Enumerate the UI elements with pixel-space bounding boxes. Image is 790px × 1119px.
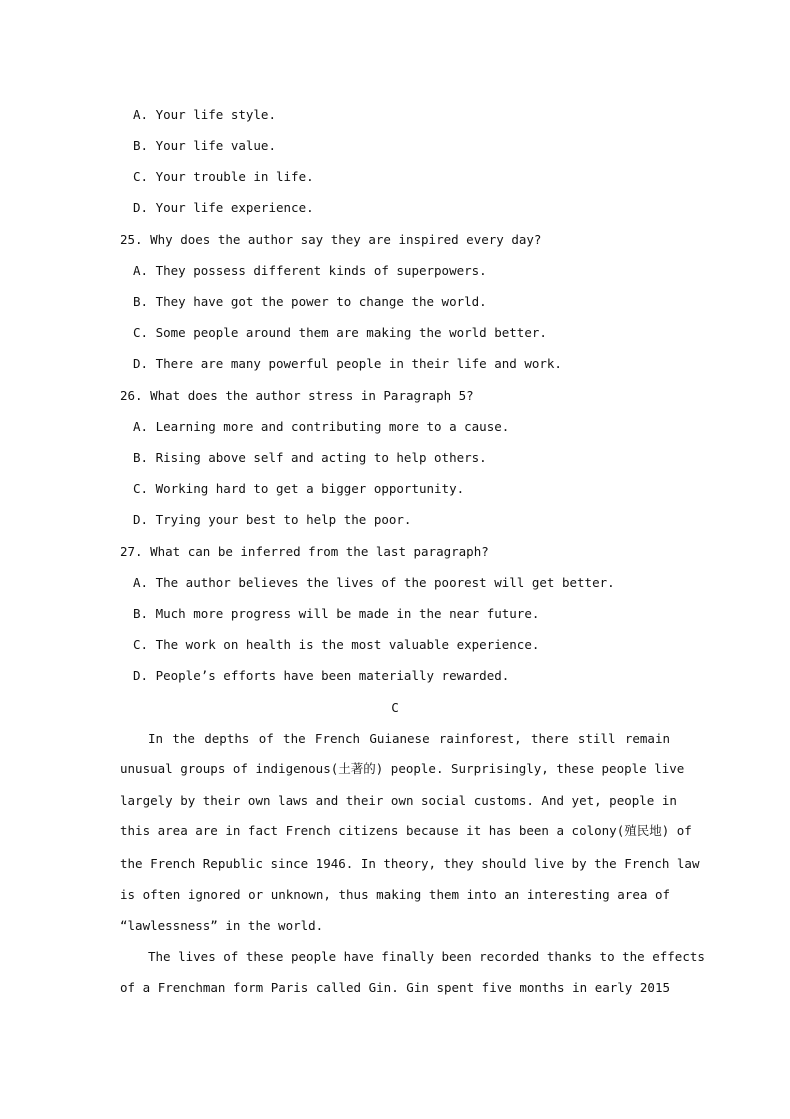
passage-line: is often ignored or unknown, thus making them into an interesting area of	[120, 887, 670, 902]
passage-line: the French Republic since 1946. In theory, they should live by the French law	[120, 856, 700, 871]
q26-option-c: C. Working hard to get a bigger opportunity.	[133, 481, 465, 496]
q25-question: 25. Why does the author say they are inspired every day?	[120, 232, 542, 247]
q24-option-a: A. Your life style.	[133, 107, 276, 122]
passage-line: The lives of these people have finally been recorded thanks to the effects	[148, 949, 705, 964]
q24-option-d: D. Your life experience.	[133, 200, 314, 215]
q25-option-a: A. They possess different kinds of superpowers.	[133, 263, 487, 278]
q26-question: 26. What does the author stress in Paragraph 5?	[120, 388, 474, 403]
passage-line: unusual groups of indigenous(土著的) people. Surprisingly, these people live	[120, 761, 685, 776]
q25-option-d: D. There are many powerful people in their life and work.	[133, 356, 562, 371]
q25-option-b: B. They have got the power to change the world.	[133, 294, 487, 309]
passage-line: largely by their own laws and their own social customs. And yet, people in	[120, 793, 677, 808]
q27-question: 27. What can be inferred from the last paragraph?	[120, 544, 489, 559]
q25-option-c: C. Some people around them are making the world better.	[133, 325, 547, 340]
q27-option-c: C. The work on health is the most valuable experience.	[133, 637, 540, 652]
passage-line: of a Frenchman form Paris called Gin. Gin spent five months in early 2015	[120, 980, 670, 995]
q24-option-b: B. Your life value.	[133, 138, 276, 153]
q26-option-a: A. Learning more and contributing more to a cause.	[133, 419, 510, 434]
q27-option-a: A. The author believes the lives of the poorest will get better.	[133, 575, 615, 590]
q24-option-c: C. Your trouble in life.	[133, 169, 314, 184]
passage-line: “lawlessness” in the world.	[120, 918, 324, 933]
passage-line: this area are in fact French citizens because it has been a colony(殖民地) of	[120, 823, 692, 838]
passage-line: In the depths of the French Guianese rainforest, there still remain	[148, 731, 670, 746]
q26-option-d: D. Trying your best to help the poor.	[133, 512, 412, 527]
q26-option-b: B. Rising above self and acting to help others.	[133, 450, 487, 465]
q27-option-d: D. People’s efforts have been materially rewarded.	[133, 668, 510, 683]
section-heading: C	[391, 700, 399, 715]
q27-option-b: B. Much more progress will be made in the near future.	[133, 606, 540, 621]
